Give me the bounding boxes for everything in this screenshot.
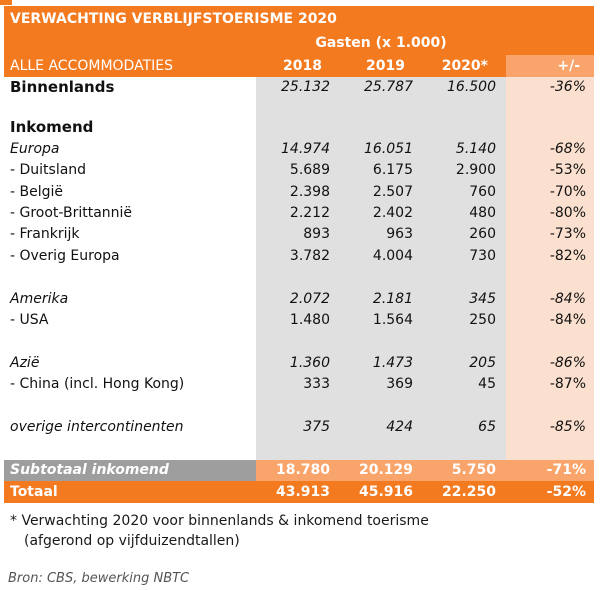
table-row-overige-intercontinenten	[4, 417, 594, 438]
cell-2018: 375	[256, 417, 340, 438]
header-group-spacer	[4, 32, 256, 55]
spacer-row	[4, 267, 594, 288]
table-row-overig-europa	[4, 246, 594, 267]
cell-2019: 16.051	[340, 139, 423, 160]
total-change: -52%	[546, 483, 586, 500]
cell-2020: 5.140	[423, 139, 506, 160]
section-heading-inkomend	[4, 117, 594, 138]
spacer-row	[4, 395, 594, 416]
subtotal-2019: 20.129	[340, 460, 423, 481]
cell-change: -68%	[506, 139, 594, 160]
row-label: - België	[4, 182, 256, 203]
cell-2019: 1.473	[340, 353, 423, 374]
row-label: - Groot-Brittannië	[4, 203, 256, 224]
cell-2018: 1.480	[256, 310, 340, 331]
cell-2018: 333	[256, 374, 340, 395]
subtotal-2020: 5.750	[423, 460, 506, 481]
row-label: - Frankrijk	[4, 224, 256, 245]
cell-change: -80%	[506, 203, 594, 224]
header-group-row	[4, 32, 594, 55]
row-label: - Overig Europa	[4, 246, 256, 267]
total-label: Totaal	[10, 483, 58, 500]
header-year-2018: 2018	[256, 55, 340, 77]
total-2020: 22.250	[441, 483, 496, 500]
cell-2018: 2.398	[256, 182, 340, 203]
cell-2020: 260	[423, 224, 506, 245]
row-label: - USA	[4, 310, 256, 331]
table-body	[4, 77, 594, 460]
cell-change: -82%	[506, 246, 594, 267]
table-row-binnenlands	[4, 77, 594, 98]
table-title: VERWACHTING VERBLIJFSTOERISME 2020	[4, 6, 594, 32]
subtotal-2018: 18.780	[256, 460, 340, 481]
cell-2019: 2.507	[340, 182, 423, 203]
table-row-europa	[4, 139, 594, 160]
subtotal-label: Subtotaal inkomend	[4, 460, 256, 481]
cell-change: -73%	[506, 224, 594, 245]
cell-2018: 1.360	[256, 353, 340, 374]
table-row-frankrijk	[4, 224, 594, 245]
cell-2020: 250	[423, 310, 506, 331]
cell-2020: 345	[423, 289, 506, 310]
cell-2020: 760	[423, 182, 506, 203]
header-group-label: Gasten (x 1.000)	[315, 35, 447, 51]
table-row-duitsland	[4, 160, 594, 181]
cell-change: -87%	[506, 374, 594, 395]
spacer-row	[4, 98, 594, 117]
spacer-row	[4, 438, 594, 459]
spacer-row	[4, 331, 594, 352]
subtotal-change: -71%	[506, 460, 594, 481]
source-credit: Bron: CBS, bewerking NBTC	[8, 571, 190, 586]
table-row-amerika	[4, 289, 594, 310]
table-row-china	[4, 374, 594, 395]
cell-2018: 3.782	[256, 246, 340, 267]
footnote-line-2: (afgerond op vijfduizendtallen)	[24, 533, 240, 549]
cell-2018: 14.974	[256, 139, 340, 160]
cell-change: -70%	[506, 182, 594, 203]
cell-2020: 45	[423, 374, 506, 395]
cell-change: -53%	[506, 160, 594, 181]
cell-2020: 205	[423, 353, 506, 374]
header-group-spacer-right	[506, 32, 594, 55]
cell-2020: 730	[423, 246, 506, 267]
header-year-2020: 2020*	[423, 55, 506, 77]
cell-change: -36%	[506, 77, 594, 98]
table-row-belgie	[4, 182, 594, 203]
header-change: +/-	[506, 55, 594, 77]
cell-change: -84%	[506, 310, 594, 331]
row-label: Amerika	[4, 289, 256, 310]
footnote-line-1: * Verwachting 2020 voor binnenlands & inkomend toerisme	[10, 513, 429, 529]
cell-2020: 480	[423, 203, 506, 224]
cell-2018: 893	[256, 224, 340, 245]
cell-2018: 5.689	[256, 160, 340, 181]
cell-2019: 369	[340, 374, 423, 395]
cell-2020: 2.900	[423, 160, 506, 181]
cell-2019: 2.181	[340, 289, 423, 310]
cell-2019: 4.004	[340, 246, 423, 267]
table-row-groot-brittannie	[4, 203, 594, 224]
table-row-usa	[4, 310, 594, 331]
cell-2019: 424	[340, 417, 423, 438]
cell-2018: 25.132	[256, 77, 340, 98]
footnote	[10, 511, 429, 551]
row-label: Europa	[4, 139, 256, 160]
header-row-label: ALLE ACCOMMODATIES	[4, 55, 256, 77]
cell-change: -84%	[506, 289, 594, 310]
cell-2020: 16.500	[423, 77, 506, 98]
header-year-2019: 2019	[340, 55, 423, 77]
cell-2018: 2.212	[256, 203, 340, 224]
row-label: overige intercontinenten	[4, 417, 256, 438]
row-label: - Duitsland	[4, 160, 256, 181]
row-label: Binnenlands	[4, 77, 256, 98]
cell-2019: 2.402	[340, 203, 423, 224]
cell-change: -85%	[506, 417, 594, 438]
subtotal-row	[4, 460, 594, 481]
table-row-azie	[4, 353, 594, 374]
accent-stub	[0, 0, 12, 5]
total-2018: 43.913	[275, 483, 330, 500]
row-label: Azië	[4, 353, 256, 374]
tourism-table	[4, 6, 594, 503]
total-2019: 45.916	[358, 483, 413, 500]
cell-2019: 25.787	[340, 77, 423, 98]
cell-2020: 65	[423, 417, 506, 438]
total-row	[4, 481, 594, 503]
cell-2019: 963	[340, 224, 423, 245]
cell-change: -86%	[506, 353, 594, 374]
cell-2019: 1.564	[340, 310, 423, 331]
cell-2019: 6.175	[340, 160, 423, 181]
row-label: - China (incl. Hong Kong)	[4, 374, 256, 395]
cell-2018: 2.072	[256, 289, 340, 310]
section-label: Inkomend	[4, 117, 256, 138]
header-column-row	[4, 55, 594, 77]
